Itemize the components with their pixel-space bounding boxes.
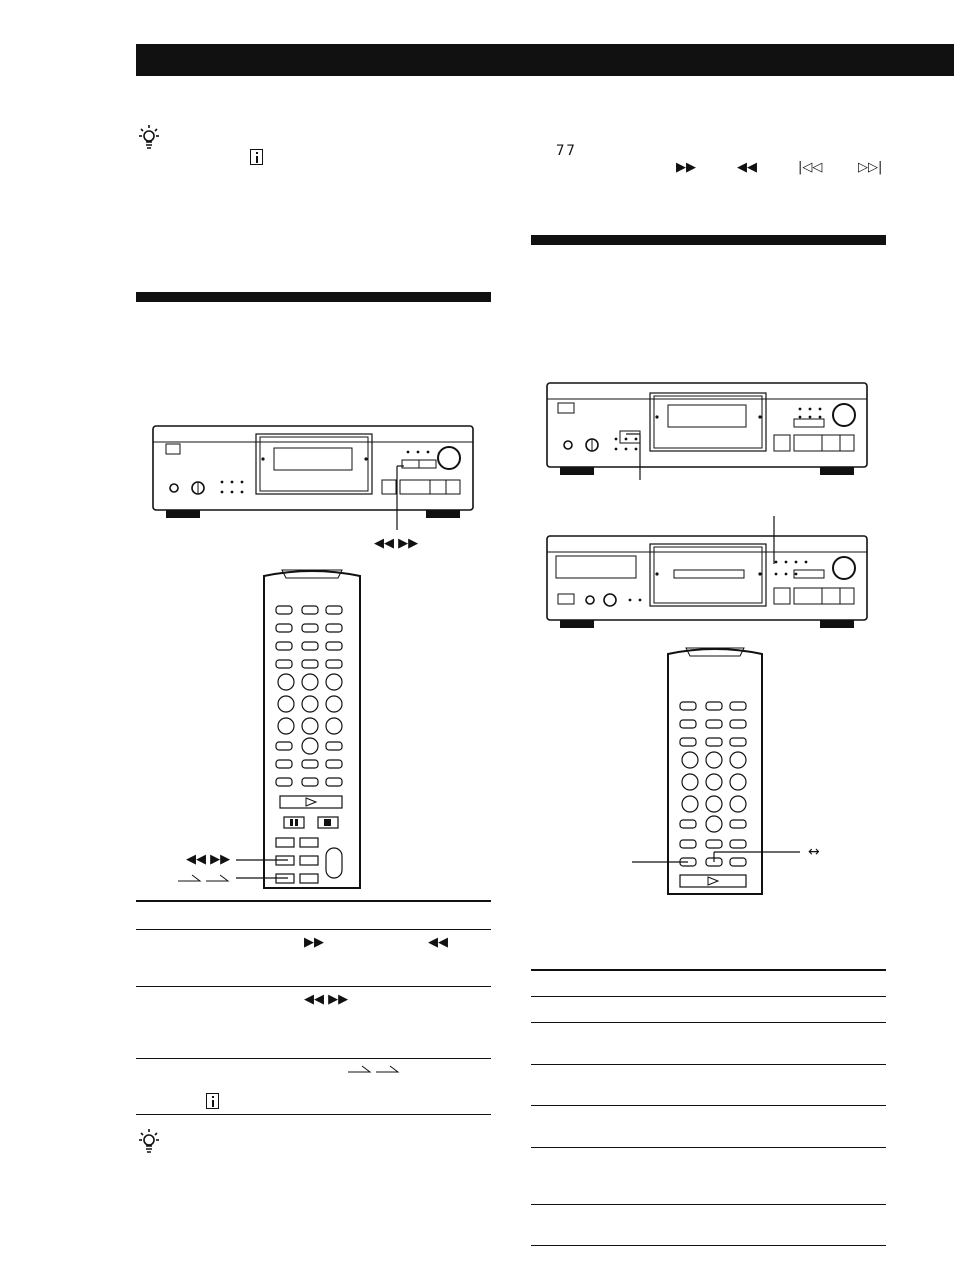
table-left-rew-ff: ◀◀ ▶▶: [304, 992, 349, 1007]
seven-seven-display: 77: [556, 143, 577, 159]
callout-line-left-player: [396, 466, 406, 536]
table-left-rew: ◀◀: [428, 935, 448, 950]
tip-bulb-icon: [138, 124, 160, 152]
next-track-glyph: ▷▷|: [858, 160, 883, 175]
cd-player-front-panel-right: [546, 381, 868, 477]
table-right-rule-5: [531, 1147, 886, 1148]
table-left-top-rule: [136, 900, 491, 902]
table-left-ff: ▶▶: [304, 935, 324, 950]
callout-line-deck: [772, 516, 778, 566]
section-bar-right: [531, 235, 886, 245]
deck-front-panel: [546, 534, 868, 630]
table-right-rule-1: [531, 996, 886, 997]
arrow-lr-label: ↔: [808, 844, 820, 860]
cd-player-front-panel: [152, 424, 474, 520]
table-left-rule-3: [136, 1058, 491, 1059]
remote-control-left: [262, 566, 362, 888]
open-arrows-label-remote: [178, 873, 234, 883]
callout-line-right-player: [618, 432, 648, 482]
table-right-rule-2: [531, 1022, 886, 1023]
rew-ff-label-remote: ◀◀ ▶▶: [186, 852, 231, 867]
table-left-open-arrows: [348, 1064, 404, 1074]
info-box-icon: [250, 149, 263, 165]
page-header-bar: [136, 44, 954, 76]
table-left-rule-2: [136, 986, 491, 987]
table-right-rule-6: [531, 1204, 886, 1205]
ff-glyph: ▶▶: [676, 160, 696, 175]
table-left-info-icon: [206, 1093, 219, 1109]
callout-lines-remote-right: [632, 846, 802, 870]
callout-lines-remote-left: [236, 858, 296, 884]
table-right-bottom-rule: [531, 1245, 886, 1246]
table-left-bottom-rule: [136, 1114, 491, 1115]
table-right-rule-3: [531, 1064, 886, 1065]
tip-bulb-icon-2: [138, 1128, 160, 1156]
rew-ff-label-player: ◀◀ ▶▶: [374, 536, 419, 551]
table-left-rule-1: [136, 929, 491, 930]
section-bar-left: [136, 292, 491, 302]
table-right-rule-4: [531, 1105, 886, 1106]
prev-track-glyph: |◁◁: [798, 160, 823, 175]
rew-glyph: ◀◀: [737, 160, 757, 175]
table-right-top-rule: [531, 969, 886, 971]
